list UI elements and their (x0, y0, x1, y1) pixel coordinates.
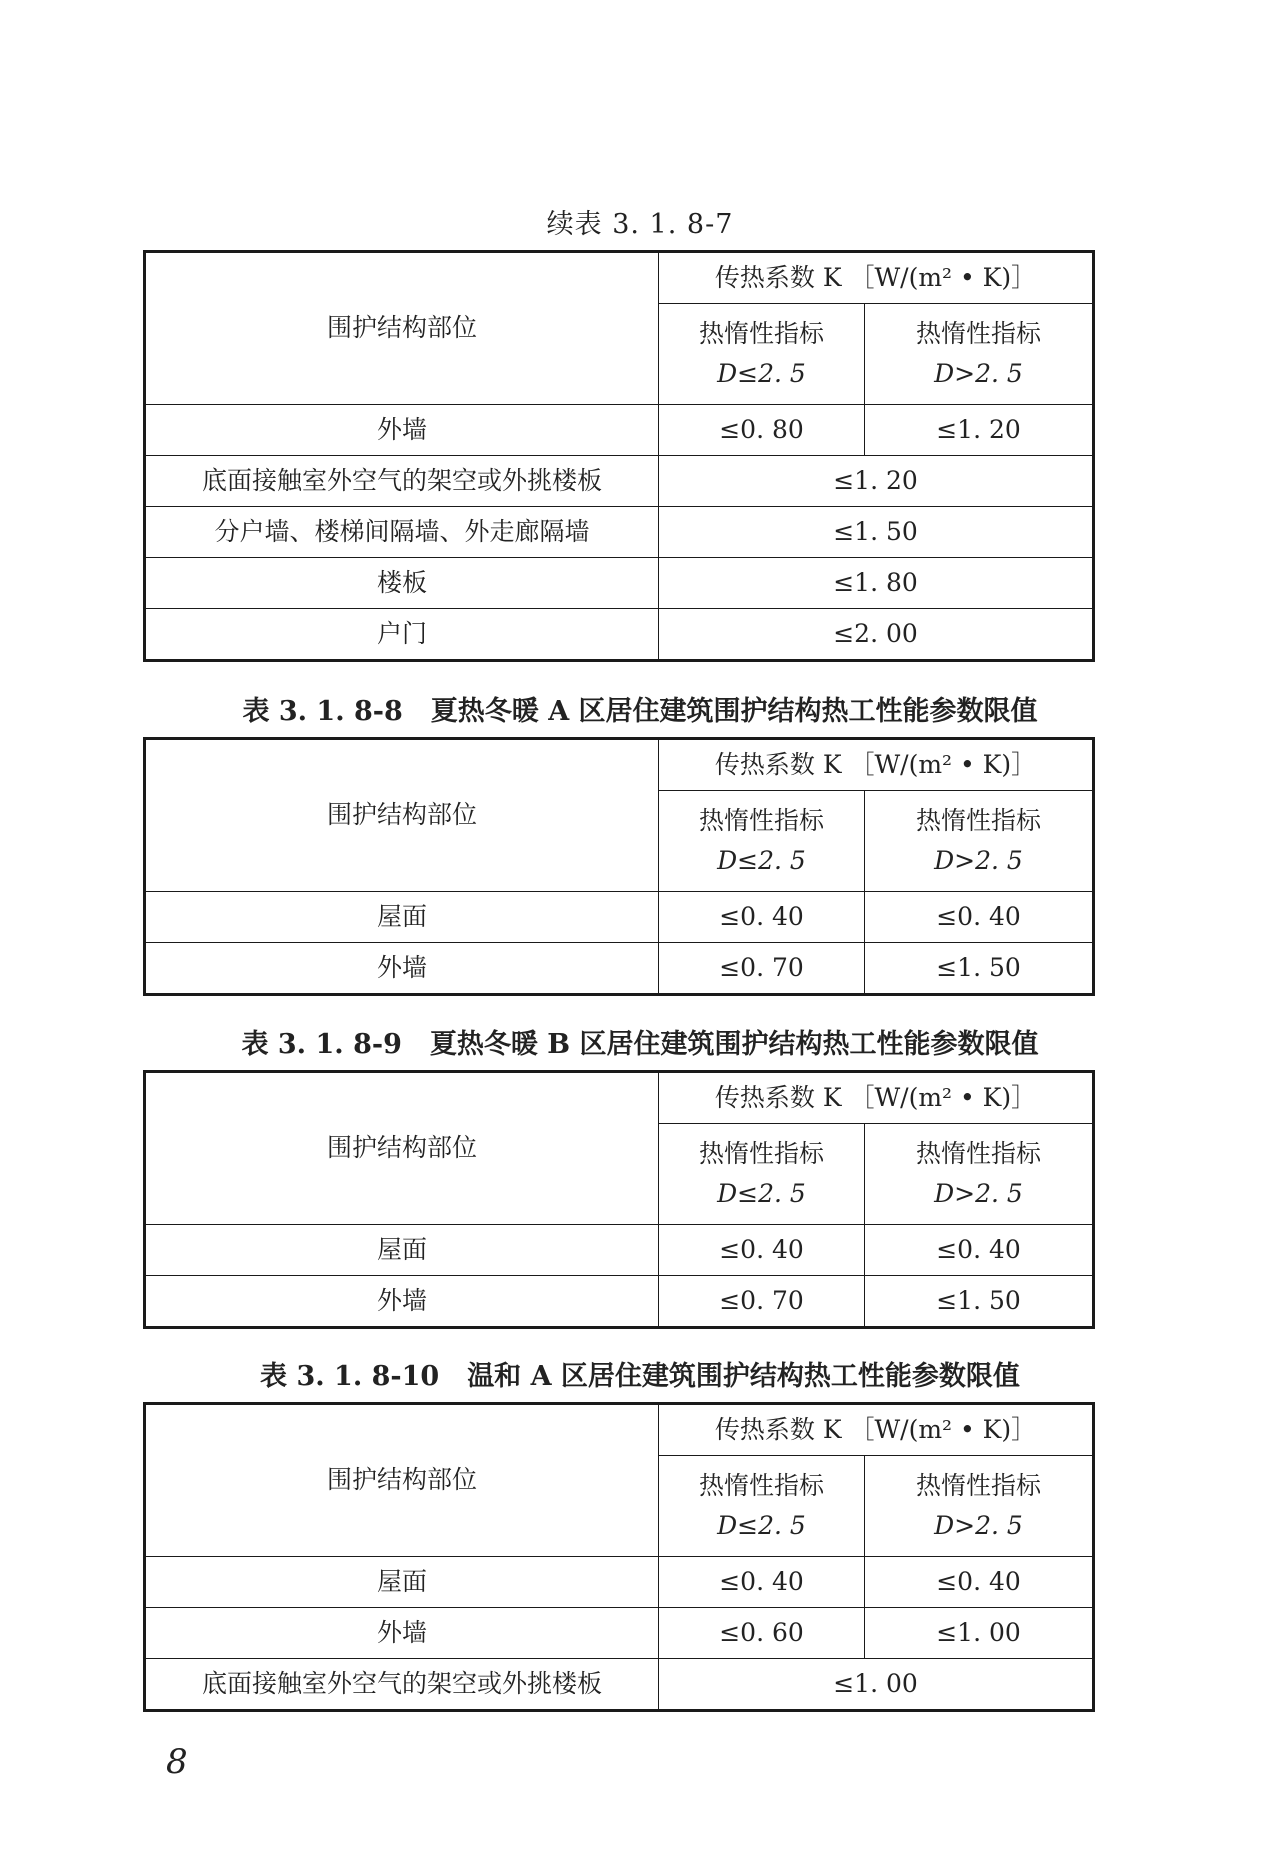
table-3-1-8-10 (143, 1402, 1095, 1712)
row-value-low: ≤0. 40 (659, 892, 865, 943)
row-value-high: ≤1. 50 (865, 943, 1094, 995)
row-value-low: ≤0. 40 (659, 1557, 865, 1608)
row-value-high: ≤0. 40 (865, 1557, 1094, 1608)
table-title: 夏热冬暖 B 区居住建筑围护结构热工性能参数限值 (429, 1029, 1039, 1060)
page-number: 8 (166, 1742, 188, 1782)
row-part: 户门 (145, 609, 659, 661)
caption-table-3-1-8-10 (0, 1354, 1280, 1393)
table-number: 表 3. 1. 8-8 (242, 696, 403, 727)
header-part-label: 围护结构部位 (145, 1072, 659, 1225)
row-value-low: ≤0. 60 (659, 1608, 865, 1659)
header-part-label: 围护结构部位 (145, 739, 659, 892)
inertia-label: 热惰性指标 (915, 805, 1041, 835)
row-value-merged: ≤1. 00 (659, 1659, 1094, 1711)
table-row (145, 1225, 1094, 1276)
row-value-merged: ≤2. 00 (659, 609, 1094, 661)
header-k-label: 传热系数 K ［W/(m² • K)］ (659, 1072, 1094, 1124)
inertia-label: 热惰性指标 (915, 318, 1041, 348)
caption-table-3-1-8-7: 续表 3. 1. 8-7 (546, 209, 734, 240)
row-part: 屋面 (145, 1225, 659, 1276)
header-inertia-low (659, 1124, 865, 1225)
table-row (145, 558, 1094, 609)
row-part: 外墙 (145, 1276, 659, 1328)
header-part-label: 围护结构部位 (145, 1404, 659, 1557)
d-high-label: D>2. 5 (934, 1511, 1023, 1540)
inertia-label: 热惰性指标 (915, 1470, 1041, 1500)
header-inertia-high (865, 1124, 1094, 1225)
header-inertia-low (659, 1456, 865, 1557)
row-value-low: ≤0. 70 (659, 943, 865, 995)
table-row (145, 456, 1094, 507)
row-part: 底面接触室外空气的架空或外挑楼板 (145, 1659, 659, 1711)
table-row (145, 1659, 1094, 1711)
inertia-label: 热惰性指标 (698, 1138, 824, 1168)
d-low-label: D≤2. 5 (717, 846, 806, 875)
table-3-1-8-9 (143, 1070, 1095, 1329)
caption-table-3-1-8-8 (0, 689, 1280, 728)
header-part-label: 围护结构部位 (145, 252, 659, 405)
row-value-high: ≤1. 50 (865, 1276, 1094, 1328)
d-high-label: D>2. 5 (934, 846, 1023, 875)
table-row (145, 1276, 1094, 1328)
row-value-high: ≤0. 40 (865, 892, 1094, 943)
table-row (145, 892, 1094, 943)
row-value-merged: ≤1. 50 (659, 507, 1094, 558)
row-part: 外墙 (145, 1608, 659, 1659)
header-inertia-high (865, 304, 1094, 405)
d-high-label: D>2. 5 (934, 359, 1023, 388)
row-part: 外墙 (145, 943, 659, 995)
table-row (145, 507, 1094, 558)
table-title: 温和 A 区居住建筑围护结构热工性能参数限值 (467, 1361, 1020, 1392)
table-row (145, 1608, 1094, 1659)
d-high-label: D>2. 5 (934, 1179, 1023, 1208)
table-row (145, 1557, 1094, 1608)
header-inertia-high (865, 1456, 1094, 1557)
d-low-label: D≤2. 5 (717, 1179, 806, 1208)
header-k-label: 传热系数 K ［W/(m² • K)］ (659, 739, 1094, 791)
table-row (145, 405, 1094, 456)
row-value-low: ≤0. 40 (659, 1225, 865, 1276)
header-inertia-low (659, 791, 865, 892)
row-part: 底面接触室外空气的架空或外挑楼板 (145, 456, 659, 507)
header-k-label: 传热系数 K ［W/(m² • K)］ (659, 252, 1094, 304)
header-inertia-low (659, 304, 865, 405)
row-value-low: ≤0. 70 (659, 1276, 865, 1328)
inertia-label: 热惰性指标 (698, 805, 824, 835)
table-row (145, 943, 1094, 995)
table-number: 表 3. 1. 8-10 (260, 1361, 440, 1392)
d-low-label: D≤2. 5 (717, 359, 806, 388)
row-part: 屋面 (145, 892, 659, 943)
row-value-low: ≤0. 80 (659, 405, 865, 456)
row-value-merged: ≤1. 20 (659, 456, 1094, 507)
row-value-high: ≤1. 00 (865, 1608, 1094, 1659)
d-low-label: D≤2. 5 (717, 1511, 806, 1540)
table-title: 夏热冬暖 A 区居住建筑围护结构热工性能参数限值 (430, 696, 1038, 727)
row-part: 外墙 (145, 405, 659, 456)
header-inertia-high (865, 791, 1094, 892)
inertia-label: 热惰性指标 (915, 1138, 1041, 1168)
header-k-label: 传热系数 K ［W/(m² • K)］ (659, 1404, 1094, 1456)
row-value-merged: ≤1. 80 (659, 558, 1094, 609)
table-3-1-8-7 (143, 250, 1095, 662)
table-row (145, 609, 1094, 661)
row-part: 楼板 (145, 558, 659, 609)
row-value-high: ≤1. 20 (865, 405, 1094, 456)
caption-table-3-1-8-9 (0, 1022, 1280, 1061)
row-part: 分户墙、楼梯间隔墙、外走廊隔墙 (145, 507, 659, 558)
table-number: 表 3. 1. 8-9 (241, 1029, 402, 1060)
row-value-high: ≤0. 40 (865, 1225, 1094, 1276)
inertia-label: 热惰性指标 (698, 1470, 824, 1500)
table-3-1-8-8 (143, 737, 1095, 996)
inertia-label: 热惰性指标 (698, 318, 824, 348)
row-part: 屋面 (145, 1557, 659, 1608)
